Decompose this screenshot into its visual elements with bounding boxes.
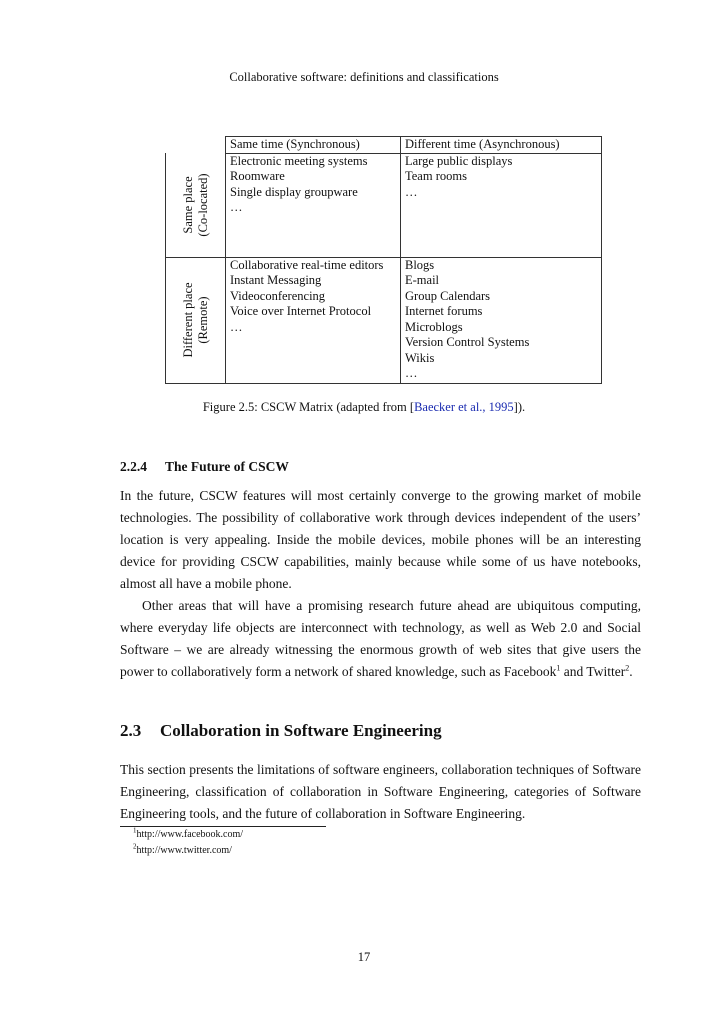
paragraph-text: Other areas that will have a promising research future ahead are ubiquitous computing, where everyday life objects are interconnect with technology, as well as Web 2.0 and Social Software – we are already witnessing the enormous growth of web sites that give users the power to collaboratively form a network of shared knowledge, such as xyxy=(120,598,641,679)
footnote-url[interactable]: http://www.facebook.com/ xyxy=(136,829,244,840)
list-item: … xyxy=(405,184,418,199)
cell-different-place-async xyxy=(401,257,602,383)
cell-same-place-sync xyxy=(226,153,401,257)
paragraph-section-intro: This section presents the limitations of software engineers, collaboration techniques of Software Engineering, classification of collaboration in Software Engineering, categories of Software Engineering tools, and the future of collaboration in Software Engineering. xyxy=(120,762,641,821)
cell-same-place-async xyxy=(401,153,602,257)
footnote-mark: 2 xyxy=(133,842,137,851)
paragraph-other-areas xyxy=(120,595,641,683)
list-item: E-mail xyxy=(405,273,440,287)
row-label-line1: Different place xyxy=(180,282,195,358)
list-item: Single display groupware xyxy=(230,184,358,199)
list-item: Internet forums xyxy=(405,304,483,318)
matrix-header-row xyxy=(166,137,602,154)
list-item: Large public displays xyxy=(405,153,513,168)
running-header: Collaborative software: definitions and classifications xyxy=(229,70,499,84)
row-label-line2: (Remote) xyxy=(195,296,210,344)
list-item: Blogs xyxy=(405,257,435,272)
subsection-heading xyxy=(120,459,289,475)
col-header-sync: Same time (Synchronous) xyxy=(226,137,401,154)
citation-link[interactable]: Baecker et al., 1995 xyxy=(414,400,514,414)
row-label-different-place xyxy=(166,257,226,383)
footnote-ref-1[interactable]: 1 xyxy=(556,663,561,673)
row-label-line2: (Co-located) xyxy=(195,173,210,237)
list-item: Videoconferencing xyxy=(230,288,326,303)
section-heading xyxy=(120,721,442,741)
paragraph-future-cscw: In the future, CSCW features will most certainly converge to the growing market of mobile technologies. The possibility of collaborative work through devices independent of the users’ location is very appealing. Inside the mobile devices, mobile phones will be an interesting device for providing CSCW capabilities, mainly because while some of us have notebooks, almost all have a mobile phone. xyxy=(120,488,641,591)
subsection-number: 2.2.4 xyxy=(120,459,147,474)
cell-different-place-sync xyxy=(226,257,401,383)
caption-prefix: Figure 2.5: CSCW Matrix (adapted from [ xyxy=(202,400,415,414)
matrix-row-different-place xyxy=(166,257,602,383)
list-item: Roomware xyxy=(230,169,285,183)
list-item: Team rooms xyxy=(405,169,467,183)
caption-suffix: ]). xyxy=(513,400,526,414)
facebook-text: Facebook xyxy=(503,664,557,679)
footnote-ref-2[interactable]: 2 xyxy=(625,663,630,673)
page-number: 17 xyxy=(357,950,371,964)
list-item: Group Calendars xyxy=(405,288,491,303)
list-item: Voice over Internet Protocol xyxy=(230,304,372,318)
row-label-line1: Same place xyxy=(180,176,195,234)
list-item: Instant Messaging xyxy=(230,273,322,287)
footnote-1 xyxy=(133,828,243,841)
subsection-title: The Future of CSCW xyxy=(165,459,289,474)
footnote-divider xyxy=(120,826,326,827)
and-text: and xyxy=(563,664,584,679)
row-label-same-place xyxy=(166,153,226,257)
footnote-mark: 1 xyxy=(133,826,137,835)
list-item: … xyxy=(405,366,418,380)
section-title: Collaboration in Software Engineering xyxy=(160,721,442,740)
matrix-corner-cell xyxy=(166,137,226,154)
cscw-matrix-table xyxy=(165,136,602,384)
footnote-url[interactable]: http://www.twitter.com/ xyxy=(136,845,232,856)
list-item: Electronic meeting systems xyxy=(230,153,368,168)
col-header-async: Different time (Asynchronous) xyxy=(401,137,602,154)
figure-caption xyxy=(0,400,728,415)
paragraph-end: . xyxy=(629,664,633,679)
matrix-row-same-place xyxy=(166,153,602,257)
list-item: … xyxy=(230,200,243,214)
list-item: … xyxy=(230,319,243,334)
section-number: 2.3 xyxy=(120,721,142,740)
list-item: Wikis xyxy=(405,350,435,365)
list-item: Version Control Systems xyxy=(405,335,530,349)
twitter-text: Twitter xyxy=(586,664,626,679)
list-item: Microblogs xyxy=(405,319,463,334)
footnote-2 xyxy=(133,844,232,857)
list-item: Collaborative real-time editors xyxy=(230,257,384,272)
